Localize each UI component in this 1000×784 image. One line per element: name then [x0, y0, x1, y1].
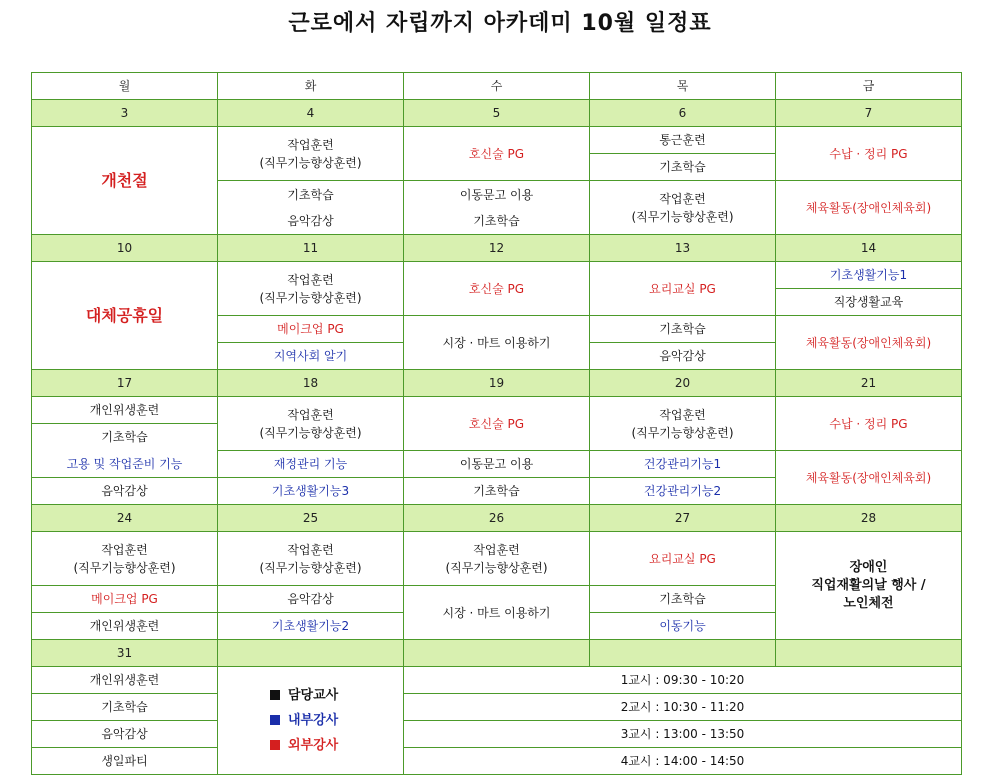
schedule-cell: 건강관리기능2: [590, 478, 776, 505]
activity-sublabel: (직무기능향상훈련): [259, 425, 362, 440]
date-cell: 27: [590, 505, 776, 532]
schedule-cell: [218, 127, 404, 181]
schedule-cell: 개인위생훈련: [32, 613, 218, 640]
date-cell: 28: [776, 505, 962, 532]
activity-label: 기초학습: [473, 213, 520, 228]
date-cell: 11: [218, 235, 404, 262]
date-cell: 13: [590, 235, 776, 262]
date-cell: [590, 640, 776, 667]
activity-label: 기초학습: [287, 187, 334, 202]
schedule-cell: [218, 397, 404, 451]
date-cell: 3: [32, 100, 218, 127]
event-line: 직업재활의날 행사 /: [811, 577, 926, 593]
schedule-table: [31, 72, 962, 775]
legend-label: 외부강사: [288, 738, 339, 753]
schedule-cell: 지역사회 알기: [218, 343, 404, 370]
schedule-cell: 기초생활기능3: [218, 478, 404, 505]
schedule-cell: 건강관리기능1: [590, 451, 776, 478]
date-cell: 24: [32, 505, 218, 532]
event-cell: [776, 532, 962, 640]
activity-label: 작업훈련: [659, 191, 706, 206]
activity-sublabel: (직무기능향상훈련): [259, 155, 362, 170]
holiday-cell: 대체공휴일: [32, 262, 218, 370]
period-time: 4교시 : 14:00 - 14:50: [404, 748, 962, 775]
date-cell: 5: [404, 100, 590, 127]
date-row: [32, 640, 962, 667]
legend-swatch-blue: [270, 715, 280, 725]
schedule-cell: 통근훈련: [590, 127, 776, 154]
schedule-cell: [218, 532, 404, 586]
weekday-mon: 월: [32, 73, 218, 100]
schedule-cell: [218, 181, 404, 235]
weekday-header-row: [32, 73, 962, 100]
schedule-cell: 시장 · 마트 이용하기: [404, 316, 590, 370]
schedule-cell: [590, 397, 776, 451]
schedule-cell: 기초학습: [590, 154, 776, 181]
legend-label: 내부강사: [288, 713, 339, 728]
date-cell: 10: [32, 235, 218, 262]
schedule-cell: 이동문고 이용: [404, 451, 590, 478]
period-time: 3교시 : 13:00 - 13:50: [404, 721, 962, 748]
schedule-cell: 수납 · 정리 PG: [776, 397, 962, 451]
activity-label: 작업훈련: [287, 542, 334, 557]
schedule-cell: 직장생활교육: [776, 289, 962, 316]
date-row: [32, 235, 962, 262]
activity-label: 이동문고 이용: [459, 187, 534, 202]
legend-label: 담당교사: [288, 688, 339, 703]
date-cell: 31: [32, 640, 218, 667]
schedule-cell: 기초학습: [32, 424, 218, 451]
period-time: 1교시 : 09:30 - 10:20: [404, 667, 962, 694]
schedule-cell: 음악감상: [590, 343, 776, 370]
legend-swatch-red: [270, 740, 280, 750]
weekday-wed: 수: [404, 73, 590, 100]
date-cell: 4: [218, 100, 404, 127]
schedule-cell: 요리교실 PG: [590, 532, 776, 586]
schedule-cell: 생일파티: [32, 748, 218, 775]
date-cell: [404, 640, 590, 667]
schedule-cell: 개인위생훈련: [32, 667, 218, 694]
date-row: [32, 100, 962, 127]
date-cell: 18: [218, 370, 404, 397]
activity-label: 작업훈련: [101, 542, 148, 557]
weekday-fri: 금: [776, 73, 962, 100]
date-cell: 17: [32, 370, 218, 397]
schedule-cell: [218, 262, 404, 316]
schedule-cell: 시장 · 마트 이용하기: [404, 586, 590, 640]
schedule-cell: 기초생활기능2: [218, 613, 404, 640]
date-cell: 21: [776, 370, 962, 397]
schedule-cell: 체육활동(장애인체육회): [776, 181, 962, 235]
date-cell: 14: [776, 235, 962, 262]
schedule-cell: 호신술 PG: [404, 262, 590, 316]
schedule-cell: [32, 532, 218, 586]
schedule-cell: 체육활동(장애인체육회): [776, 451, 962, 505]
date-cell: 6: [590, 100, 776, 127]
activity-label: 작업훈련: [287, 407, 334, 422]
activity-label: 작업훈련: [287, 272, 334, 287]
schedule-cell: [590, 181, 776, 235]
schedule-cell: 재정관리 기능: [218, 451, 404, 478]
legend-item: [220, 683, 401, 708]
activity-label: 작업훈련: [473, 542, 520, 557]
weekday-tue: 화: [218, 73, 404, 100]
schedule-cell: 체육활동(장애인체육회): [776, 316, 962, 370]
date-row: [32, 505, 962, 532]
schedule-cell: 음악감상: [218, 586, 404, 613]
schedule-cell: 기초학습: [590, 586, 776, 613]
weekday-thu: 목: [590, 73, 776, 100]
date-cell: [776, 640, 962, 667]
activity-sublabel: (직무기능향상훈련): [73, 560, 176, 575]
schedule-cell: 기초학습: [32, 694, 218, 721]
schedule-cell: 메이크업 PG: [218, 316, 404, 343]
schedule-cell: 음악감상: [32, 478, 218, 505]
date-row: [32, 370, 962, 397]
schedule-cell: 호신술 PG: [404, 397, 590, 451]
schedule-cell: 요리교실 PG: [590, 262, 776, 316]
date-cell: 25: [218, 505, 404, 532]
date-cell: 20: [590, 370, 776, 397]
holiday-cell: 개천절: [32, 127, 218, 235]
activity-label: 작업훈련: [287, 137, 334, 152]
period-time: 2교시 : 10:30 - 11:20: [404, 694, 962, 721]
event-line: 노인체전: [843, 595, 894, 611]
date-cell: [218, 640, 404, 667]
schedule-cell: [404, 181, 590, 235]
activity-label: 음악감상: [287, 213, 334, 228]
activity-sublabel: (직무기능향상훈련): [259, 290, 362, 305]
schedule-cell: [404, 532, 590, 586]
page-title: 근로에서 자립까지 아카데미 10월 일정표: [288, 11, 712, 36]
schedule-cell: 수납 · 정리 PG: [776, 127, 962, 181]
schedule-cell: 호신술 PG: [404, 127, 590, 181]
activity-label: 작업훈련: [659, 407, 706, 422]
legend-item: [220, 708, 401, 733]
schedule-cell: 개인위생훈련: [32, 397, 218, 424]
schedule-cell: 메이크업 PG: [32, 586, 218, 613]
schedule-cell: 음악감상: [32, 721, 218, 748]
date-cell: 26: [404, 505, 590, 532]
legend-swatch-black: [270, 690, 280, 700]
schedule-cell: 기초학습: [404, 478, 590, 505]
schedule-cell: 기초생활기능1: [776, 262, 962, 289]
date-cell: 7: [776, 100, 962, 127]
activity-sublabel: (직무기능향상훈련): [631, 425, 734, 440]
schedule-cell: 이동기능: [590, 613, 776, 640]
activity-sublabel: (직무기능향상훈련): [631, 209, 734, 224]
event-line: 장애인: [849, 559, 888, 575]
legend: [218, 667, 404, 775]
date-cell: 12: [404, 235, 590, 262]
activity-sublabel: (직무기능향상훈련): [259, 560, 362, 575]
date-cell: 19: [404, 370, 590, 397]
schedule-cell: 기초학습: [590, 316, 776, 343]
activity-sublabel: (직무기능향상훈련): [445, 560, 548, 575]
schedule-cell: 고용 및 작업준비 기능: [32, 451, 218, 478]
legend-item: [220, 733, 401, 758]
